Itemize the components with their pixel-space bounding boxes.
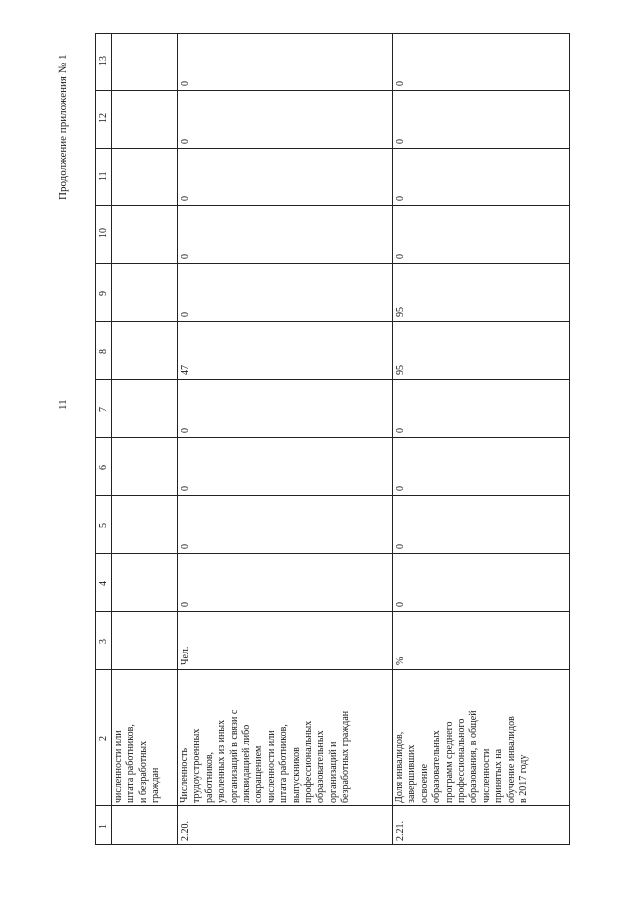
table-row-border xyxy=(569,33,570,845)
table-row-border xyxy=(95,33,96,845)
row-value-col-10: 0 xyxy=(180,254,191,259)
row-number: 2.21. xyxy=(395,821,406,841)
column-header: 12 xyxy=(98,113,109,123)
row-value-col-6: 0 xyxy=(180,486,191,491)
column-header: 1 xyxy=(98,824,109,829)
row-value-col-11: 0 xyxy=(180,196,191,201)
row-value-col-8: 95 xyxy=(395,365,406,375)
row-value-col-9: 95 xyxy=(395,307,406,317)
row-value-col-13: 0 xyxy=(395,81,406,86)
table-column-border xyxy=(95,205,570,206)
table-column-border xyxy=(95,844,570,845)
table-column-border xyxy=(95,33,570,34)
table-column-border xyxy=(95,553,570,554)
table-row-border xyxy=(177,33,178,845)
row-value-col-12: 0 xyxy=(395,139,406,144)
table-column-border xyxy=(95,321,570,322)
row-value-col-7: 0 xyxy=(180,428,191,433)
column-header: 4 xyxy=(98,581,109,586)
row-value-col-5: 0 xyxy=(180,544,191,549)
row-value-col-4: 0 xyxy=(395,602,406,607)
column-header: 11 xyxy=(98,170,109,181)
row-value-col-11: 0 xyxy=(395,196,406,201)
row-number: 2.20. xyxy=(180,821,191,841)
row-name: Доля инвалидов, завершивших освоение образовательных программ среднего профессионального образования, в общей численности принятых на обучение инвалидов в 2017 году xyxy=(394,710,530,803)
row-value-col-12: 0 xyxy=(180,139,191,144)
column-header: 5 xyxy=(98,523,109,528)
table-column-border xyxy=(95,495,570,496)
row-value-col-7: 0 xyxy=(395,428,406,433)
row-unit: % xyxy=(395,656,406,665)
row-value-col-9: 0 xyxy=(180,312,191,317)
data-table xyxy=(95,33,570,845)
table-column-border xyxy=(95,379,570,380)
row-unit: Чел. xyxy=(180,646,191,665)
page-number: 11 xyxy=(57,399,69,410)
row-value-col-13: 0 xyxy=(180,81,191,86)
appendix-note: Продолжение приложения № 1 xyxy=(57,54,69,200)
table-row-border xyxy=(111,33,112,845)
table-column-border xyxy=(95,805,570,806)
column-header: 3 xyxy=(98,639,109,644)
table-column-border xyxy=(95,669,570,670)
table-column-border xyxy=(95,90,570,91)
column-header: 8 xyxy=(98,349,109,354)
row-value-col-5: 0 xyxy=(395,544,406,549)
table-column-border xyxy=(95,148,570,149)
row-name: численности или штата работников, и безработных граждан xyxy=(113,724,162,803)
row-value-col-6: 0 xyxy=(395,486,406,491)
table-column-border xyxy=(95,437,570,438)
row-value-col-4: 0 xyxy=(180,602,191,607)
column-header: 9 xyxy=(98,291,109,296)
row-value-col-10: 0 xyxy=(395,254,406,259)
column-header: 2 xyxy=(98,736,109,741)
row-name: Численность трудоустроенных работников, уволенных из иных организаций в связи с ликвидацией либо сокращением численности или штата работников, выпускников профессиональных образовательных организаций и безработных граждан xyxy=(179,709,352,803)
table-column-border xyxy=(95,611,570,612)
column-header: 6 xyxy=(98,465,109,470)
table-column-border xyxy=(95,263,570,264)
column-header: 10 xyxy=(98,228,109,238)
column-header: 13 xyxy=(98,55,109,66)
table-row-border xyxy=(392,33,393,845)
row-value-col-8: 47 xyxy=(180,365,191,375)
column-header: 7 xyxy=(98,407,109,412)
